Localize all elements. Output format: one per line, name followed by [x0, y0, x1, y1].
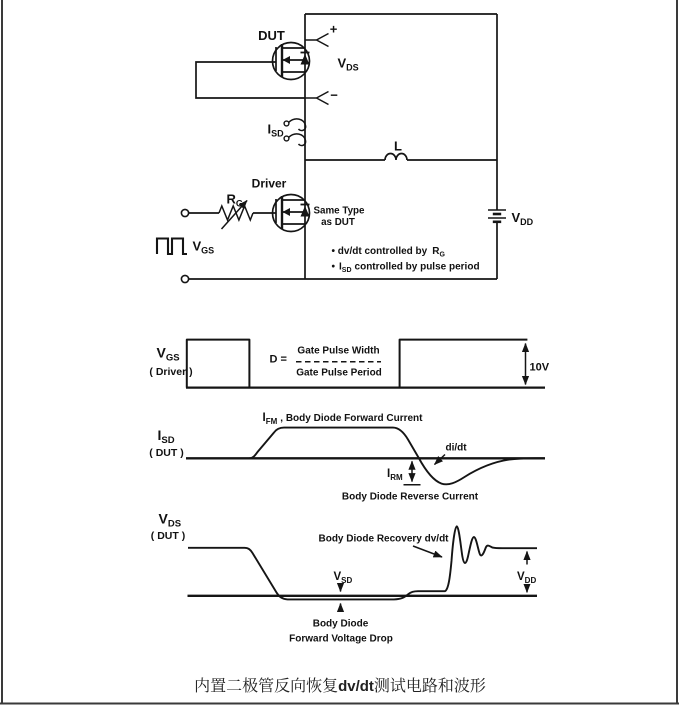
- note-isd-controlled: • ISD controlled by pulse period: [331, 261, 480, 275]
- same-type-label-line2: as DUT: [321, 217, 355, 228]
- duty-cycle-numerator: Gate Pulse Width: [297, 345, 380, 357]
- driver-mosfet-icon: [273, 195, 310, 232]
- forward-drop-label-line1: Body Diode: [312, 618, 369, 630]
- forward-drop-label-line2: Forward Voltage Drop: [289, 633, 393, 645]
- vgs-axis-label-line2: ( Driver ): [149, 366, 193, 378]
- duty-cycle-lhs: D =: [269, 353, 287, 366]
- vds-plus-sign: +: [329, 21, 338, 37]
- vds-waveform: [151, 511, 537, 645]
- inductor-label: L: [394, 138, 402, 154]
- amplitude-label: 10V: [529, 361, 550, 374]
- vsd-label: VSD: [333, 571, 353, 585]
- vdd-level-label: VDD: [517, 571, 537, 585]
- reverse-current-label: Body Diode Reverse Current: [341, 491, 479, 503]
- vgs-label: VGS: [192, 238, 215, 256]
- rg-label: RG: [226, 191, 243, 209]
- driver-label: Driver: [251, 176, 287, 191]
- vds-axis-label: VDS: [158, 510, 182, 530]
- recovery-dvdt-label: Body Diode Recovery dv/dt: [318, 533, 449, 545]
- vds-label: VDS: [337, 55, 359, 73]
- inductor-icon: [385, 154, 407, 161]
- current-probe-icon: [284, 119, 306, 146]
- circuit-wires: [189, 14, 497, 279]
- irm-label: IRM: [387, 468, 403, 482]
- square-wave-icon: [157, 239, 187, 255]
- ifm-forward-current-label: IFM , Body Diode Forward Current: [262, 412, 423, 426]
- isd-waveform: [149, 412, 545, 503]
- vdd-label: VDD: [511, 210, 534, 227]
- figure-caption: 内置二极管反向恢复dv/dt测试电路和波形: [194, 678, 486, 695]
- vds-plus-probe-icon: [305, 34, 329, 47]
- vds-minus-sign: −: [330, 87, 338, 103]
- test-circuit-diagram: [157, 14, 534, 283]
- same-type-label-line1: Same Type: [313, 205, 365, 217]
- source-return-terminal: [181, 275, 188, 282]
- didt-label: di/dt: [445, 442, 467, 454]
- isd-axis-label: ISD: [157, 427, 175, 446]
- isd-label: ISD: [267, 121, 284, 139]
- dut-label: DUT: [258, 28, 285, 43]
- isd-axis-label-line2: ( DUT ): [149, 447, 184, 459]
- vgs-axis-label: VGS: [156, 344, 180, 364]
- recovery-dvdt-arrow: [413, 546, 442, 557]
- vds-axis-label-line2: ( DUT ): [150, 530, 186, 542]
- dut-mosfet-icon: [273, 43, 310, 80]
- vgs-waveform: [149, 340, 549, 388]
- duty-cycle-denominator: Gate Pulse Period: [296, 367, 382, 379]
- gate-input-terminal: [181, 209, 188, 216]
- vds-minus-probe-icon: [305, 92, 329, 105]
- didt-arrow: [435, 455, 446, 465]
- battery-icon: [488, 210, 506, 222]
- note-dvdt-controlled: • dv/dt controlled by RG: [331, 246, 445, 259]
